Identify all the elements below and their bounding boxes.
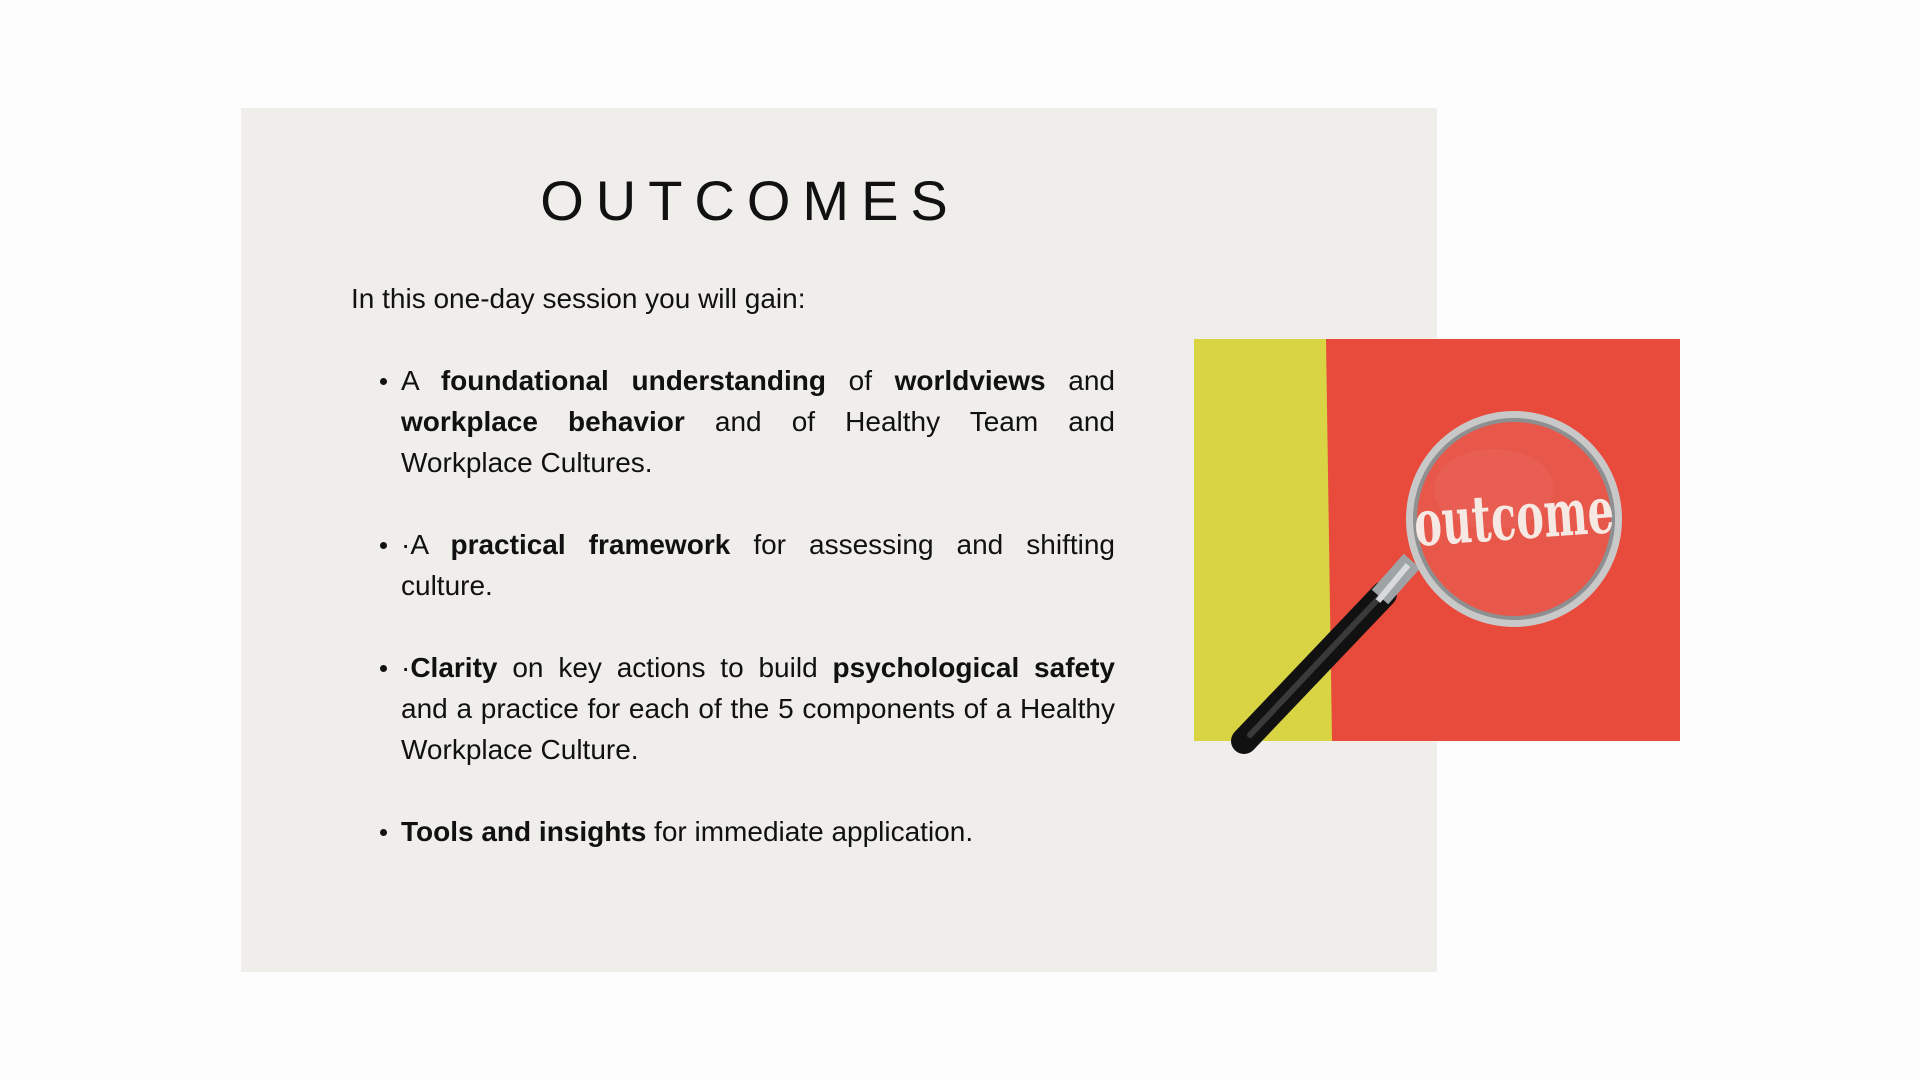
body-text: ·A — [401, 529, 451, 560]
body-text: on key actions to build — [497, 652, 833, 683]
emphasis-text: foundational understanding — [440, 365, 826, 396]
lens-text: outcome — [1411, 465, 1725, 562]
emphasis-text: worldviews — [894, 365, 1046, 396]
body-text: and of Healthy Team and Workplace Cultures. — [401, 406, 1115, 478]
outcome-item — [351, 647, 1115, 770]
bullet-icon — [380, 542, 387, 549]
emphasis-text: Clarity — [410, 652, 498, 683]
bullet-icon — [380, 378, 387, 385]
emphasis-text: psychological safety — [832, 652, 1115, 683]
bullet-icon — [380, 665, 387, 672]
outcome-item — [351, 360, 1115, 483]
outcome-text — [401, 365, 1115, 478]
body-text: and — [1045, 365, 1115, 396]
slide-title: OUTCOMES — [540, 169, 960, 232]
outcome-text — [401, 529, 1115, 601]
body-text: for assessing and shifting culture. — [401, 529, 1115, 601]
magnifying-glass-photo — [1194, 339, 1725, 741]
outcome-item — [351, 811, 1115, 852]
outcome-text — [401, 816, 973, 847]
outcome-item — [351, 524, 1115, 606]
body-text: A — [401, 365, 441, 396]
body-text: · — [401, 652, 411, 683]
outcome-text — [401, 652, 1115, 765]
bullet-icon — [380, 829, 387, 836]
emphasis-text: practical framework — [450, 529, 731, 560]
body-text: for immediate application. — [646, 816, 974, 847]
emphasis-text: workplace behavior — [401, 406, 685, 437]
body-text: and a practice for each of the 5 components of a Healthy Workplace Culture. — [401, 693, 1115, 765]
magnifier-lens-icon — [1406, 411, 1725, 627]
outcomes-list — [351, 360, 1115, 852]
emphasis-text: Tools and insights — [401, 816, 647, 847]
intro-text: In this one-day session you will gain: — [351, 283, 806, 314]
body-text: of — [825, 365, 895, 396]
